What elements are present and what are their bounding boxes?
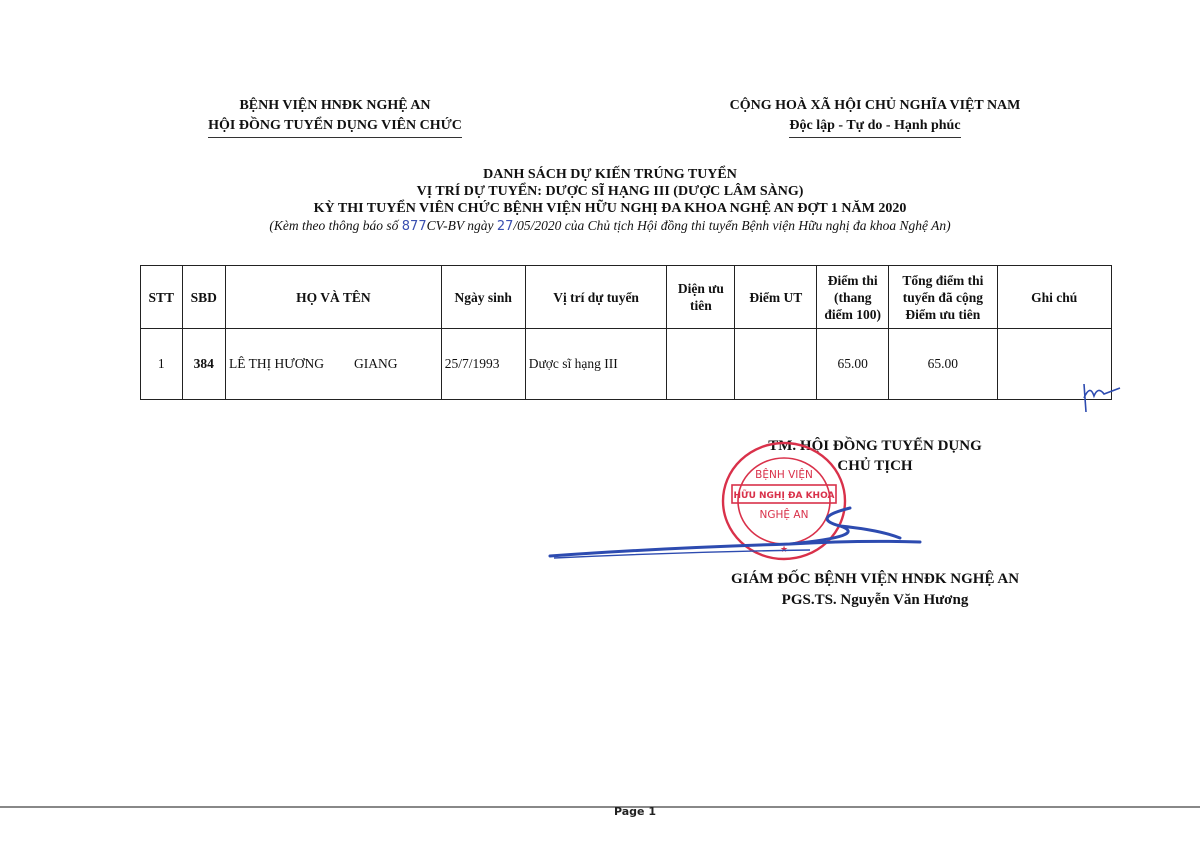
table-row xyxy=(141,329,1112,400)
signature-title: GIÁM ĐỐC BỆNH VIỆN HNĐK NGHỆ AN xyxy=(730,571,1020,587)
col-total: Tổng điểm thi tuyển đã cộng Điểm ưu tiên xyxy=(889,266,997,329)
signature-org: TM. HỘI ĐỒNG TUYỂN DỤNG xyxy=(768,438,982,454)
document-subtitle-position: VỊ TRÍ DỰ TUYỂN: DƯỢC SĨ HẠNG III (DƯỢC LÂM SÀNG) xyxy=(416,184,804,199)
signer-name: PGS.TS. Nguyễn Văn Hương xyxy=(781,592,969,608)
agency-name: BỆNH VIỆN HNĐK NGHỆ AN xyxy=(239,98,431,113)
cell-exam-score: 65.00 xyxy=(817,329,889,400)
national-title: CỘNG HOÀ XÃ HỘI CHỦ NGHĨA VIỆT NAM xyxy=(729,98,1021,113)
document-reference-note: (Kèm theo thông báo số 877CV-BV ngày 27/05/2020 của Chủ tịch Hội đồng thi tuyển Bệnh viện Hữu nghị đa khoa Nghệ An) xyxy=(269,218,951,234)
col-priority: Diện ưu tiên xyxy=(667,266,735,329)
cell-name xyxy=(226,329,442,400)
col-sbd: SBD xyxy=(182,266,226,329)
cell-stt: 1 xyxy=(141,329,183,400)
cell-dob: 25/7/1993 xyxy=(441,329,525,400)
col-name: HỌ VÀ TÊN xyxy=(226,266,442,329)
candidate-table xyxy=(140,265,1112,400)
cell-total: 65.00 xyxy=(889,329,997,400)
table-header-row xyxy=(141,266,1112,329)
document-title-block xyxy=(150,166,1070,235)
cell-priority-score xyxy=(735,329,817,400)
handwritten-notice-number: 877 xyxy=(401,219,427,234)
cell-position: Dược sĩ hạng III xyxy=(525,329,667,400)
stamp-line2: HỮU NGHỊ ĐA KHOA xyxy=(733,491,835,501)
document-title: DANH SÁCH DỰ KIẾN TRÚNG TUYỂN xyxy=(483,167,737,182)
stamp-line3: NGHỆ AN xyxy=(759,509,809,521)
col-stt: STT xyxy=(141,266,183,329)
document-subtitle-exam: KỲ THI TUYỂN VIÊN CHỨC BỆNH VIỆN HỮU NGHỊ ĐA KHOA NGHỆ AN ĐỢT 1 NĂM 2020 xyxy=(313,201,907,216)
col-note: Ghi chú xyxy=(997,266,1112,329)
stamp-line1: BỆNH VIỆN xyxy=(755,469,813,481)
council-name: HỘI ĐỒNG TUYỂN DỤNG VIÊN CHỨC xyxy=(208,116,462,138)
col-priority-score: Điểm UT xyxy=(735,266,817,329)
page-number: Page 1 xyxy=(613,805,656,818)
national-header xyxy=(690,96,1060,138)
handwritten-notice-day: 27 xyxy=(496,219,514,234)
cell-priority xyxy=(667,329,735,400)
handwritten-signature-icon xyxy=(540,496,930,566)
agency-header xyxy=(190,96,480,138)
svg-text:★: ★ xyxy=(779,545,789,555)
initial-mark-icon xyxy=(1076,376,1126,416)
col-position: Vị trí dự tuyển xyxy=(525,266,667,329)
signature-role: CHỦ TỊCH xyxy=(837,458,913,474)
cell-sbd: 384 xyxy=(182,329,226,400)
cell-given-name: GIANG xyxy=(354,356,398,371)
col-dob: Ngày sinh xyxy=(441,266,525,329)
cell-family-name: LÊ THỊ HƯƠNG xyxy=(229,356,324,371)
col-exam-score: Điểm thi (thang điểm 100) xyxy=(817,266,889,329)
national-motto: Độc lập - Tự do - Hạnh phúc xyxy=(789,116,960,138)
